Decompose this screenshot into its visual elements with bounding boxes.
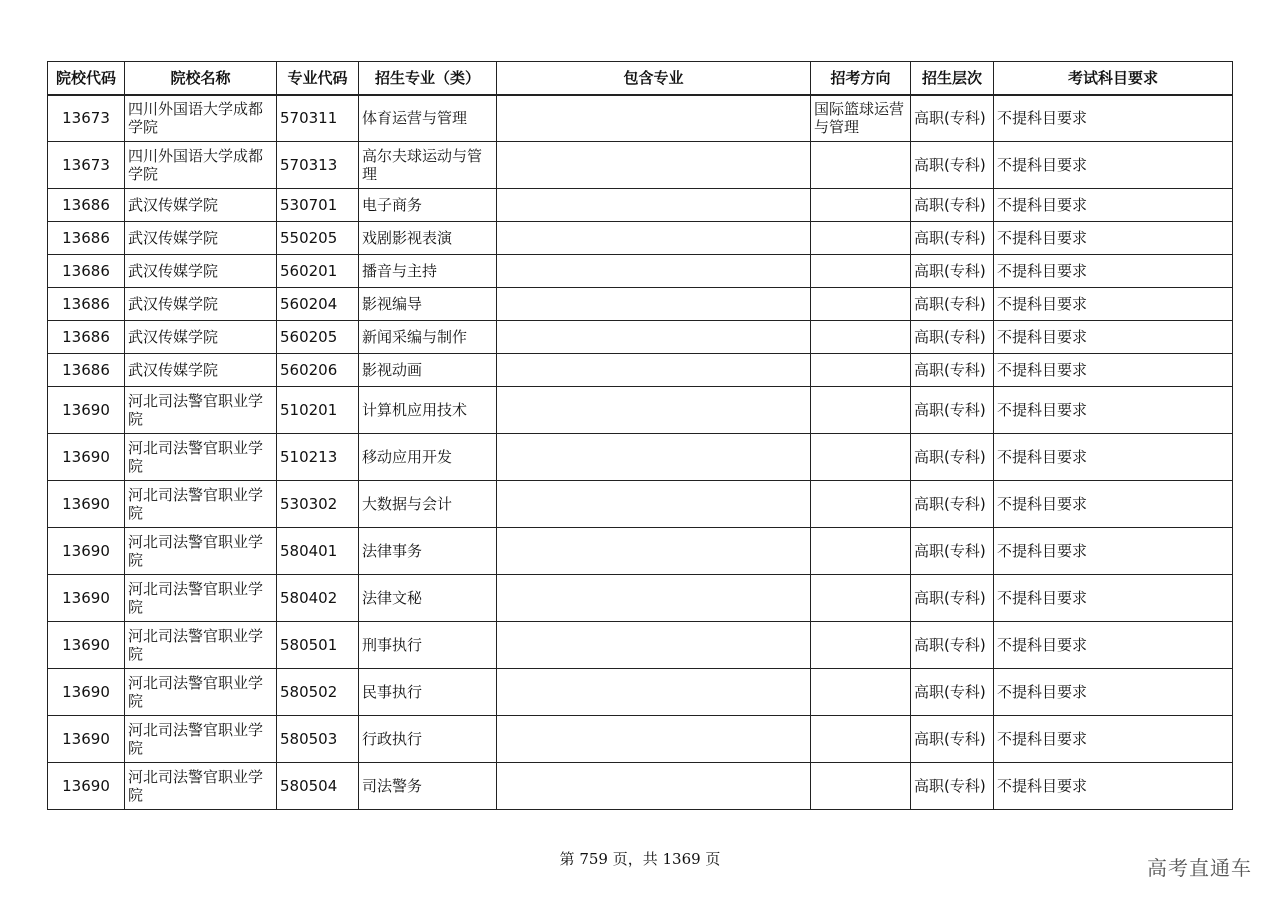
cell-level: 高职(专科) <box>911 387 994 434</box>
cell-major-code: 580502 <box>277 669 359 716</box>
cell-school-code: 13690 <box>48 481 125 528</box>
cell-major: 民事执行 <box>359 669 497 716</box>
cell-school-name: 武汉传媒学院 <box>125 189 277 222</box>
header-major: 招生专业（类） <box>359 62 497 95</box>
cell-major-code: 580504 <box>277 763 359 810</box>
cell-school-code: 13686 <box>48 288 125 321</box>
cell-direction: 国际篮球运营与管理 <box>811 95 911 142</box>
cell-direction <box>811 222 911 255</box>
cell-direction <box>811 354 911 387</box>
cell-school-code: 13686 <box>48 222 125 255</box>
cell-direction <box>811 189 911 222</box>
cell-level: 高职(专科) <box>911 434 994 481</box>
cell-exam-requirements: 不提科目要求 <box>994 255 1233 288</box>
cell-school-name: 河北司法警官职业学院 <box>125 716 277 763</box>
cell-major: 影视动画 <box>359 354 497 387</box>
cell-exam-requirements: 不提科目要求 <box>994 528 1233 575</box>
cell-exam-requirements: 不提科目要求 <box>994 142 1233 189</box>
enrollment-table <box>47 61 1233 810</box>
cell-major: 法律事务 <box>359 528 497 575</box>
cell-major-code: 510201 <box>277 387 359 434</box>
cell-included-majors <box>497 622 811 669</box>
cell-included-majors <box>497 321 811 354</box>
cell-exam-requirements: 不提科目要求 <box>994 622 1233 669</box>
header-major-code: 专业代码 <box>277 62 359 95</box>
cell-exam-requirements: 不提科目要求 <box>994 481 1233 528</box>
cell-direction <box>811 434 911 481</box>
table-row <box>48 95 1233 142</box>
cell-included-majors <box>497 434 811 481</box>
cell-school-code: 13673 <box>48 95 125 142</box>
table-row <box>48 481 1233 528</box>
cell-level: 高职(专科) <box>911 622 994 669</box>
cell-school-name: 武汉传媒学院 <box>125 321 277 354</box>
cell-direction <box>811 387 911 434</box>
cell-school-code: 13690 <box>48 528 125 575</box>
cell-major: 电子商务 <box>359 189 497 222</box>
cell-school-name: 武汉传媒学院 <box>125 288 277 321</box>
cell-level: 高职(专科) <box>911 669 994 716</box>
cell-direction <box>811 321 911 354</box>
cell-school-name: 河北司法警官职业学院 <box>125 669 277 716</box>
cell-major: 刑事执行 <box>359 622 497 669</box>
cell-school-code: 13690 <box>48 387 125 434</box>
cell-level: 高职(专科) <box>911 354 994 387</box>
cell-exam-requirements: 不提科目要求 <box>994 321 1233 354</box>
cell-exam-requirements: 不提科目要求 <box>994 716 1233 763</box>
table-row <box>48 622 1233 669</box>
cell-school-name: 四川外国语大学成都学院 <box>125 95 277 142</box>
cell-direction <box>811 255 911 288</box>
cell-exam-requirements: 不提科目要求 <box>994 288 1233 321</box>
cell-major: 戏剧影视表演 <box>359 222 497 255</box>
cell-major-code: 580501 <box>277 622 359 669</box>
header-school-name: 院校名称 <box>125 62 277 95</box>
cell-included-majors <box>497 481 811 528</box>
cell-direction <box>811 575 911 622</box>
table-row <box>48 575 1233 622</box>
cell-major-code: 560206 <box>277 354 359 387</box>
header-direction: 招考方向 <box>811 62 911 95</box>
cell-school-code: 13690 <box>48 669 125 716</box>
cell-level: 高职(专科) <box>911 528 994 575</box>
cell-major-code: 570311 <box>277 95 359 142</box>
cell-school-name: 四川外国语大学成都学院 <box>125 142 277 189</box>
table-row <box>48 288 1233 321</box>
cell-major: 体育运营与管理 <box>359 95 497 142</box>
cell-exam-requirements: 不提科目要求 <box>994 387 1233 434</box>
cell-major-code: 570313 <box>277 142 359 189</box>
header-exam-requirements: 考试科目要求 <box>994 62 1233 95</box>
cell-level: 高职(专科) <box>911 321 994 354</box>
cell-school-code: 13690 <box>48 716 125 763</box>
cell-major: 新闻采编与制作 <box>359 321 497 354</box>
cell-school-code: 13686 <box>48 255 125 288</box>
cell-school-code: 13690 <box>48 575 125 622</box>
cell-level: 高职(专科) <box>911 716 994 763</box>
cell-major: 计算机应用技术 <box>359 387 497 434</box>
cell-school-name: 河北司法警官职业学院 <box>125 763 277 810</box>
cell-school-name: 武汉传媒学院 <box>125 255 277 288</box>
table-row <box>48 763 1233 810</box>
cell-major-code: 530302 <box>277 481 359 528</box>
cell-school-code: 13690 <box>48 763 125 810</box>
cell-school-name: 河北司法警官职业学院 <box>125 528 277 575</box>
cell-school-name: 河北司法警官职业学院 <box>125 387 277 434</box>
cell-level: 高职(专科) <box>911 481 994 528</box>
cell-school-code: 13686 <box>48 321 125 354</box>
cell-exam-requirements: 不提科目要求 <box>994 222 1233 255</box>
cell-level: 高职(专科) <box>911 222 994 255</box>
cell-included-majors <box>497 575 811 622</box>
cell-included-majors <box>497 763 811 810</box>
cell-included-majors <box>497 95 811 142</box>
cell-exam-requirements: 不提科目要求 <box>994 575 1233 622</box>
cell-included-majors <box>497 142 811 189</box>
cell-level: 高职(专科) <box>911 288 994 321</box>
cell-school-name: 河北司法警官职业学院 <box>125 575 277 622</box>
cell-direction <box>811 622 911 669</box>
page-number: 第 759 页，共 1369 页 <box>559 850 721 868</box>
cell-level: 高职(专科) <box>911 95 994 142</box>
cell-direction <box>811 528 911 575</box>
cell-included-majors <box>497 716 811 763</box>
cell-included-majors <box>497 222 811 255</box>
table-row <box>48 255 1233 288</box>
cell-direction <box>811 669 911 716</box>
cell-major-code: 510213 <box>277 434 359 481</box>
watermark-text: 高考直通车 <box>1147 856 1252 880</box>
header-school-code: 院校代码 <box>48 62 125 95</box>
cell-major: 移动应用开发 <box>359 434 497 481</box>
cell-major: 行政执行 <box>359 716 497 763</box>
cell-school-code: 13686 <box>48 189 125 222</box>
cell-direction <box>811 481 911 528</box>
cell-exam-requirements: 不提科目要求 <box>994 669 1233 716</box>
cell-major: 法律文秘 <box>359 575 497 622</box>
cell-included-majors <box>497 255 811 288</box>
cell-level: 高职(专科) <box>911 255 994 288</box>
header-included-majors: 包含专业 <box>497 62 811 95</box>
cell-level: 高职(专科) <box>911 575 994 622</box>
cell-major-code: 550205 <box>277 222 359 255</box>
header-row <box>48 62 1233 95</box>
cell-major: 影视编导 <box>359 288 497 321</box>
table-body <box>48 95 1233 810</box>
cell-direction <box>811 716 911 763</box>
cell-major: 司法警务 <box>359 763 497 810</box>
table-row <box>48 142 1233 189</box>
table-row <box>48 434 1233 481</box>
cell-school-code: 13690 <box>48 434 125 481</box>
cell-school-name: 武汉传媒学院 <box>125 354 277 387</box>
cell-direction <box>811 288 911 321</box>
cell-school-code: 13686 <box>48 354 125 387</box>
cell-school-name: 武汉传媒学院 <box>125 222 277 255</box>
cell-school-name: 河北司法警官职业学院 <box>125 622 277 669</box>
cell-included-majors <box>497 288 811 321</box>
cell-major-code: 560204 <box>277 288 359 321</box>
cell-major: 高尔夫球运动与管理 <box>359 142 497 189</box>
cell-major: 大数据与会计 <box>359 481 497 528</box>
table-row <box>48 716 1233 763</box>
table-row <box>48 189 1233 222</box>
table-row <box>48 528 1233 575</box>
table-row <box>48 669 1233 716</box>
cell-level: 高职(专科) <box>911 763 994 810</box>
cell-major-code: 560201 <box>277 255 359 288</box>
cell-level: 高职(专科) <box>911 189 994 222</box>
cell-exam-requirements: 不提科目要求 <box>994 189 1233 222</box>
cell-major-code: 580503 <box>277 716 359 763</box>
cell-school-name: 河北司法警官职业学院 <box>125 481 277 528</box>
cell-major-code: 580402 <box>277 575 359 622</box>
cell-direction <box>811 763 911 810</box>
table-row <box>48 321 1233 354</box>
table-row <box>48 354 1233 387</box>
table-row <box>48 222 1233 255</box>
cell-exam-requirements: 不提科目要求 <box>994 434 1233 481</box>
cell-school-code: 13690 <box>48 622 125 669</box>
cell-exam-requirements: 不提科目要求 <box>994 95 1233 142</box>
cell-major-code: 530701 <box>277 189 359 222</box>
cell-included-majors <box>497 669 811 716</box>
cell-exam-requirements: 不提科目要求 <box>994 763 1233 810</box>
cell-included-majors <box>497 189 811 222</box>
cell-major: 播音与主持 <box>359 255 497 288</box>
header-level: 招生层次 <box>911 62 994 95</box>
cell-included-majors <box>497 354 811 387</box>
cell-included-majors <box>497 528 811 575</box>
cell-school-name: 河北司法警官职业学院 <box>125 434 277 481</box>
table-row <box>48 387 1233 434</box>
cell-included-majors <box>497 387 811 434</box>
table-header <box>48 62 1233 95</box>
cell-major-code: 580401 <box>277 528 359 575</box>
cell-major-code: 560205 <box>277 321 359 354</box>
cell-level: 高职(专科) <box>911 142 994 189</box>
cell-school-code: 13673 <box>48 142 125 189</box>
cell-exam-requirements: 不提科目要求 <box>994 354 1233 387</box>
cell-direction <box>811 142 911 189</box>
